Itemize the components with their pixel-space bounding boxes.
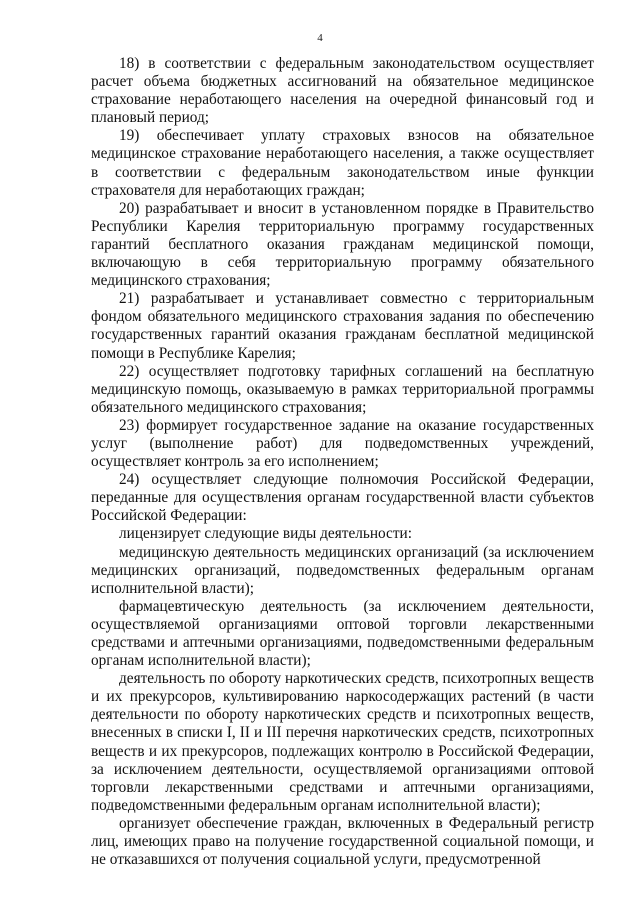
page-number: 4	[317, 32, 323, 44]
paragraph-item-21: 21) разрабатывает и устанавливает совместно с территориальным фондом обязательного медицинского страхования задания по обеспечению государственных гарантий оказания гражданам бесплатной медицинской помощи в Республике Карелия;	[91, 290, 594, 362]
document-body	[91, 55, 594, 869]
paragraph-pharmaceutical-activity: фармацевтическую деятельность (за исключением деятельности, осуществляемой организациями оптовой торговли лекарственными средствами и аптечными организациями, подведомственными федеральным органам исполнительной власти);	[91, 597, 594, 670]
paragraph-licensing-intro: лицензирует следующие виды деятельности:	[119, 525, 412, 543]
paragraph-item-19: 19) обеспечивает уплату страховых взносов на обязательное медицинское страхование неработающего населения, а также осуществляет в соответствии с федеральным законодательством иные функции страхователя для неработающих граждан;	[91, 127, 594, 199]
paragraph-social-assistance: организует обеспечение граждан, включенных в Федеральный регистр лиц, имеющих право на получение государственной социальной помощи, и не отказавшихся от получения социальной услуги, предусмотренной	[91, 814, 594, 869]
paragraph-item-20: 20) разрабатывает и вносит в установленном порядке в Правительство Республики Карелия территориальную программу государственных гарантий бесплатного оказания гражданам медицинской помощи, включающую в себя территориальную программу обязательного медицинского страхования;	[91, 199, 594, 290]
paragraph-item-23: 23) формирует государственное задание на оказание государственных услуг (выполнение работ) для подведомственных учреждений, осуществляет контроль за его исполнением;	[91, 416, 594, 471]
paragraph-item-24: 24) осуществляет следующие полномочия Российской Федерации, переданные для осуществления органам государственной власти субъектов Российской Федерации:	[91, 471, 594, 525]
paragraph-medical-activity: медицинскую деятельность медицинских организаций (за исключением медицинских организаций, подведомственных федеральным органам исполнительной власти);	[91, 543, 594, 597]
paragraph-item-18: 18) в соответствии с федеральным законодательством осуществляет расчет объема бюджетных ассигнований на обязательное медицинское страхование неработающего населения на очередной финансовый год и плановый период;	[91, 55, 594, 127]
paragraph-item-22: 22) осуществляет подготовку тарифных соглашений на бесплатную медицинскую помощь, оказываемую в рамках территориальной программы обязательного медицинского страхования;	[91, 362, 594, 416]
paragraph-narcotics-activity: деятельность по обороту наркотических средств, психотропных веществ и их прекурсоров, культивированию наркосодержащих растений (в части деятельности по обороту наркотических средств и психотропных веществ, внесенных в списки I, II и III перечня наркотических средств, психотропных веществ и их прекурсоров, подлежащих контролю в Российской Федерации, за исключением деятельности, осуществляемой организациями оптовой торговли лекарственными средствами и аптечными организациями, подведомственными федеральным органам исполнительной власти);	[91, 670, 595, 814]
